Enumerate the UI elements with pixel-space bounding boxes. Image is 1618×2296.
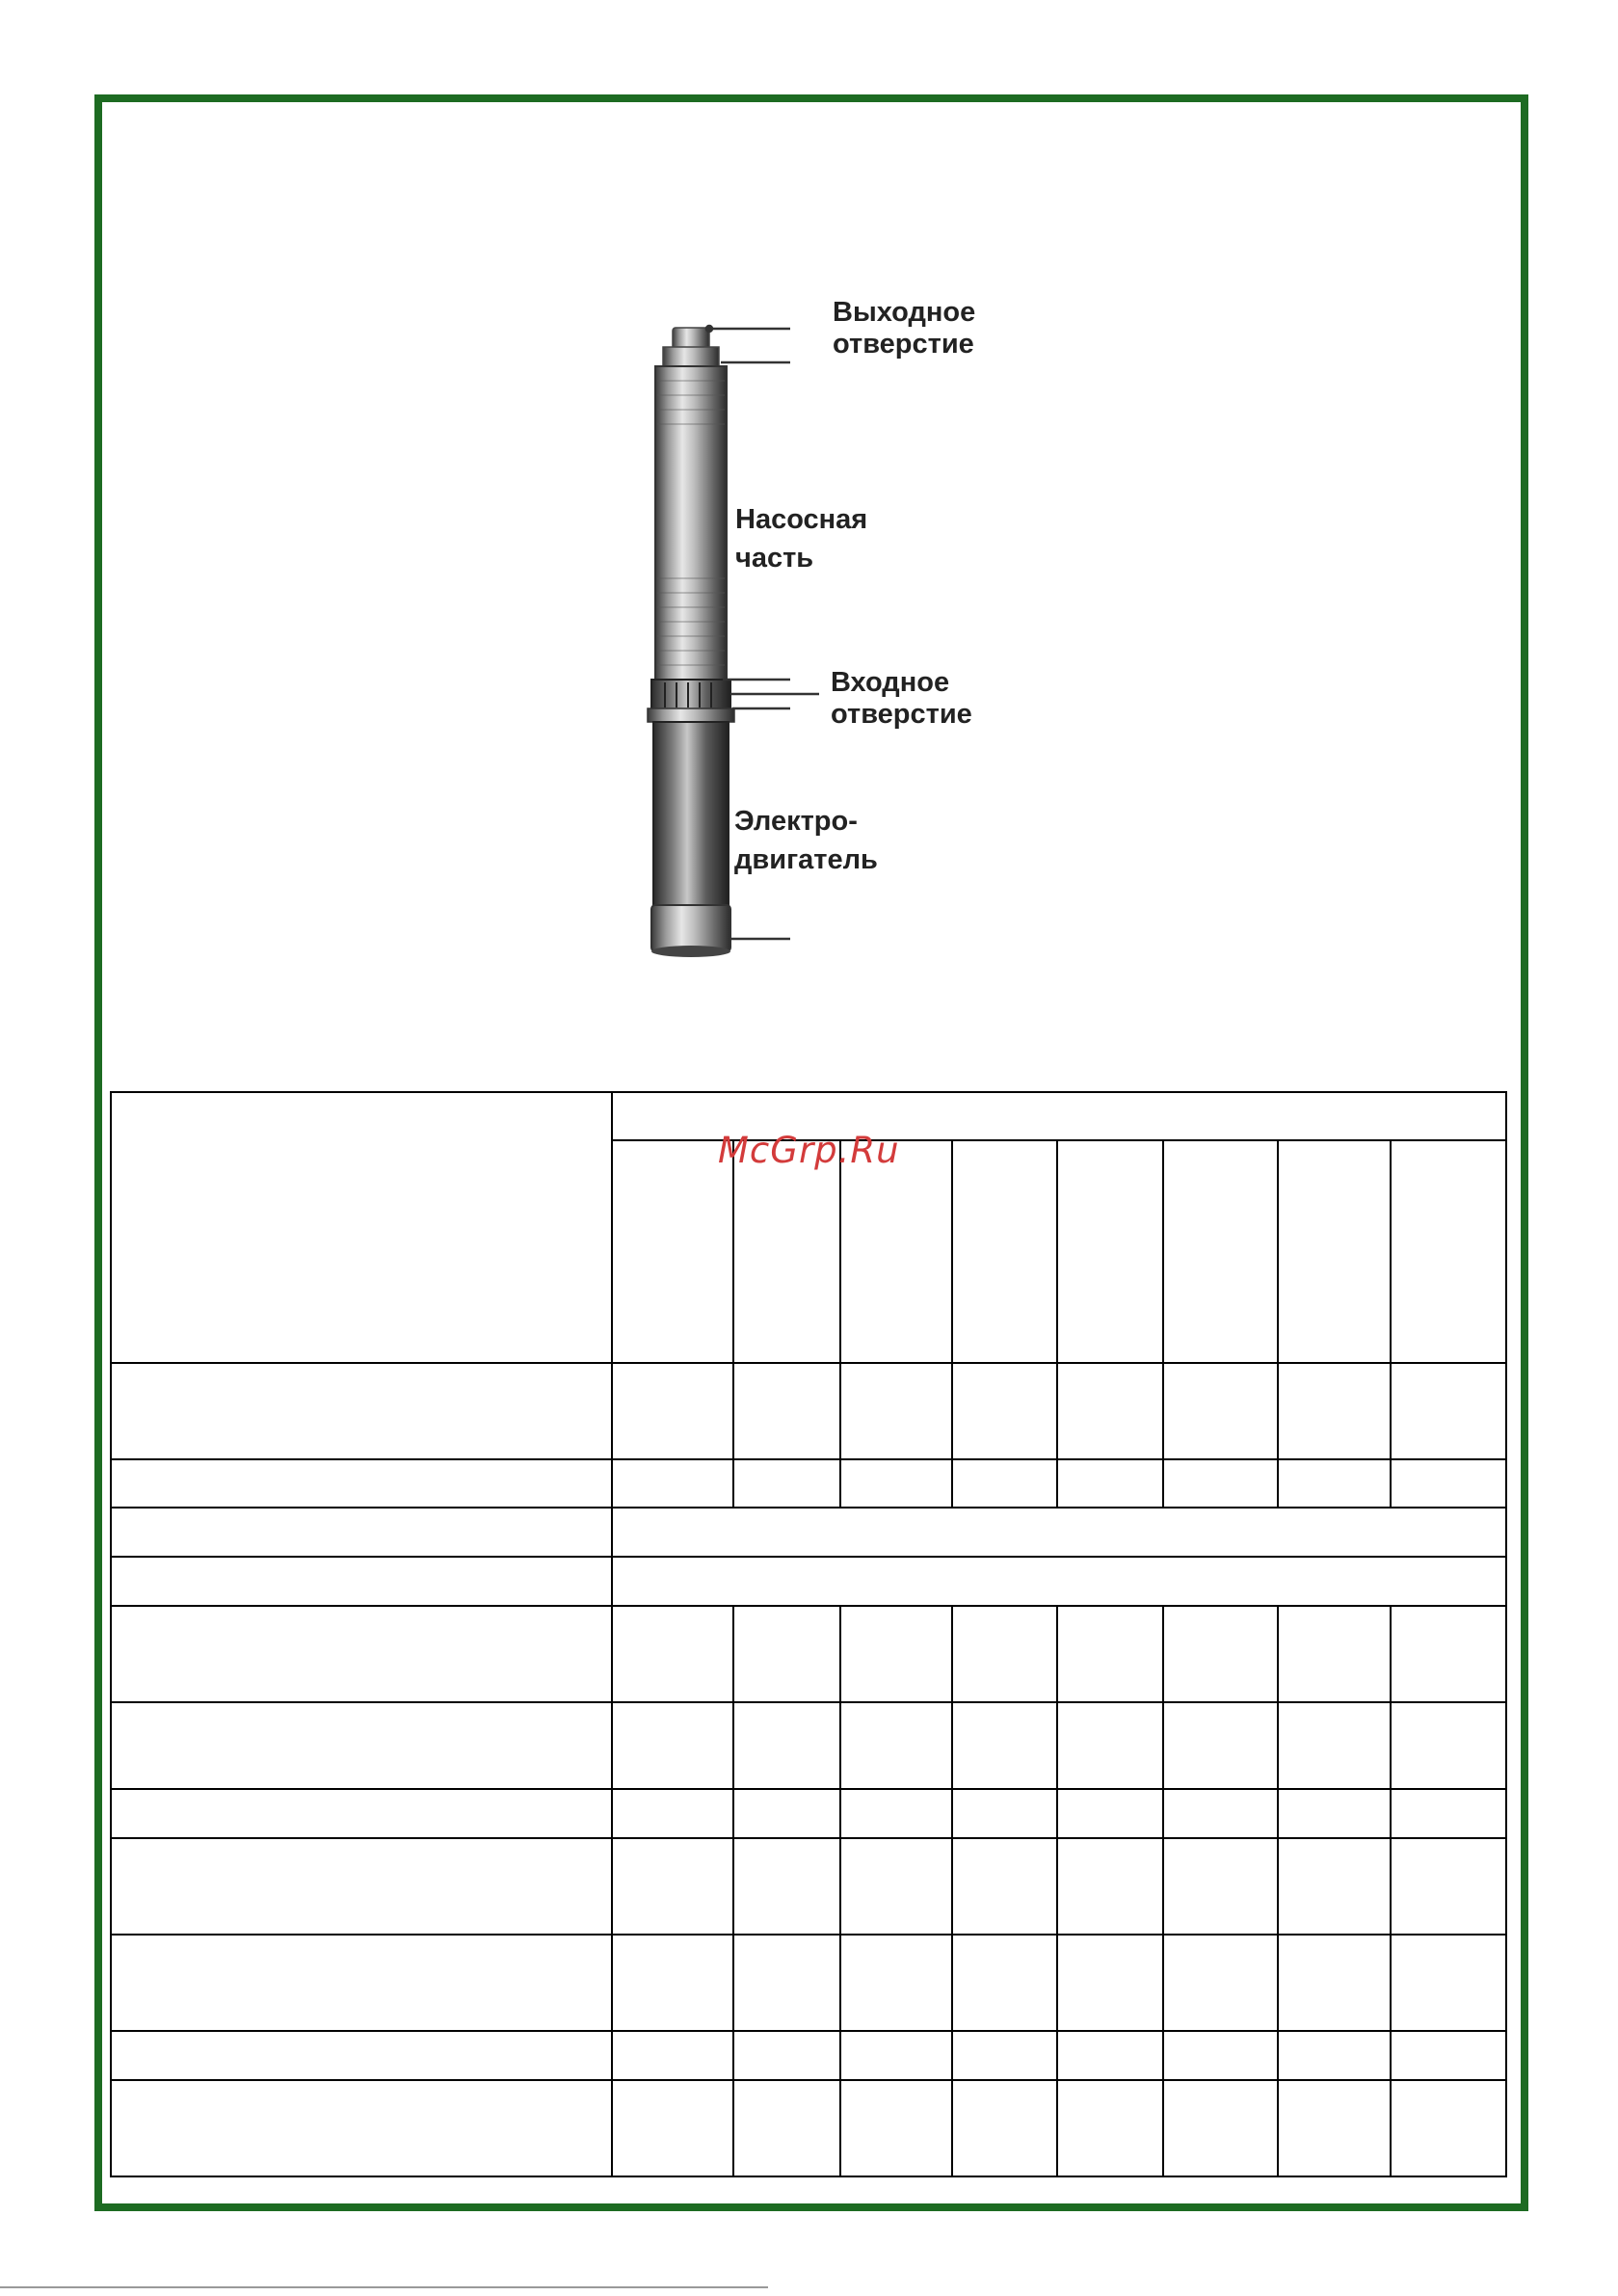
- table-cell: [1057, 1935, 1162, 2031]
- watermark: McGrp.Ru: [718, 1130, 900, 1171]
- table-merged-cell: [612, 1508, 1506, 1557]
- table-row: [111, 1838, 1506, 1935]
- table-cell: [1278, 1838, 1391, 1935]
- outlet-head: [663, 347, 719, 368]
- table-cell: [1163, 1838, 1278, 1935]
- table-cell: [1163, 1789, 1278, 1838]
- table-cell: [1391, 1789, 1506, 1838]
- table-cell: [952, 1363, 1057, 1459]
- table-row: [111, 1606, 1506, 1702]
- table-cell: [1057, 1606, 1162, 1702]
- table-cell: [1278, 2080, 1391, 2176]
- table-cell: [1391, 1606, 1506, 1702]
- table-cell: [1391, 1459, 1506, 1508]
- table-cell: [612, 1789, 732, 1838]
- table-cell: [111, 1363, 612, 1459]
- motor-cap: [651, 905, 730, 951]
- table-cell: [952, 1702, 1057, 1789]
- model-header-cell: [733, 1140, 841, 1363]
- table-cell: [111, 1935, 612, 2031]
- table-cell: [111, 1557, 612, 1606]
- table-cell: [1278, 1935, 1391, 2031]
- table-cell: [840, 2031, 952, 2080]
- table-cell: [733, 1789, 841, 1838]
- motor-base: [651, 946, 730, 957]
- table-cell: [733, 2080, 841, 2176]
- header-parameter-cell: [111, 1092, 612, 1363]
- table-cell: [612, 1702, 732, 1789]
- table-cell: [111, 1702, 612, 1789]
- table-cell: [612, 1459, 732, 1508]
- table-cell: [1163, 1459, 1278, 1508]
- table-cell: [1163, 1363, 1278, 1459]
- table-row: [111, 1508, 1506, 1557]
- table-cell: [1278, 1363, 1391, 1459]
- table-cell: [1391, 1363, 1506, 1459]
- table-cell: [1278, 2031, 1391, 2080]
- table-cell: [952, 1459, 1057, 1508]
- table-cell: [1057, 1838, 1162, 1935]
- table-cell: [840, 1789, 952, 1838]
- table-cell: [111, 1508, 612, 1557]
- table-row: [111, 1935, 1506, 2031]
- specifications-table: [110, 1091, 1507, 2177]
- model-header-cell: [840, 1140, 952, 1363]
- table-cell: [733, 1606, 841, 1702]
- table-cell: [733, 2031, 841, 2080]
- table-cell: [612, 2080, 732, 2176]
- table-cell: [1057, 2080, 1162, 2176]
- table-row: [111, 1459, 1506, 1508]
- table-cell: [1278, 1789, 1391, 1838]
- table-cell: [612, 1606, 732, 1702]
- table-cell: [1278, 1459, 1391, 1508]
- table-cell: [840, 2080, 952, 2176]
- table-cell: [1057, 1789, 1162, 1838]
- table-cell: [1163, 2031, 1278, 2080]
- label-pump-section: Насосная часть: [735, 504, 868, 574]
- table-cell: [952, 1838, 1057, 1935]
- table-cell: [111, 1838, 612, 1935]
- table-cell: [111, 1459, 612, 1508]
- table-cell: [733, 1702, 841, 1789]
- model-header-cell: [952, 1140, 1057, 1363]
- table-cell: [1391, 2080, 1506, 2176]
- table-cell: [1163, 1702, 1278, 1789]
- table-cell: [952, 2031, 1057, 2080]
- table-row: [111, 2031, 1506, 2080]
- table-cell: [733, 1838, 841, 1935]
- model-header-cell: [1163, 1140, 1278, 1363]
- model-header-cell: [1278, 1140, 1391, 1363]
- label-inlet: Входное отверстие: [831, 667, 972, 730]
- inlet-collar: [648, 708, 734, 722]
- table-cell: [111, 1789, 612, 1838]
- table-cell: [1391, 1702, 1506, 1789]
- table-cell: [1391, 1838, 1506, 1935]
- table-cell: [840, 1935, 952, 2031]
- table-cell: [952, 1935, 1057, 2031]
- table-cell: [612, 1935, 732, 2031]
- table-merged-cell: [612, 1557, 1506, 1606]
- table-cell: [840, 1838, 952, 1935]
- table-row: [111, 1789, 1506, 1838]
- table-cell: [1057, 1702, 1162, 1789]
- table-cell: [1057, 1363, 1162, 1459]
- table-cell: [1278, 1702, 1391, 1789]
- table-row: [111, 1363, 1506, 1459]
- table-row: [111, 1557, 1506, 1606]
- table-cell: [111, 1606, 612, 1702]
- table-cell: [1163, 2080, 1278, 2176]
- table-cell: [840, 1702, 952, 1789]
- table-cell: [840, 1606, 952, 1702]
- table-cell: [952, 2080, 1057, 2176]
- motor-body: [653, 722, 729, 905]
- table-cell: [952, 1606, 1057, 1702]
- table-cell: [1391, 1935, 1506, 2031]
- inlet-screen: [651, 680, 730, 710]
- table-row: [111, 1702, 1506, 1789]
- model-header-cell: [612, 1140, 732, 1363]
- model-header-cell: [1057, 1140, 1162, 1363]
- model-header-cell: [1391, 1140, 1506, 1363]
- table-cell: [111, 2080, 612, 2176]
- outlet-cap: [673, 328, 709, 349]
- label-motor: Электро- двигатель: [734, 806, 878, 875]
- table-cell: [1391, 2031, 1506, 2080]
- table-cell: [1163, 1606, 1278, 1702]
- table-cell: [612, 1838, 732, 1935]
- table-cell: [733, 1459, 841, 1508]
- table-cell: [952, 1789, 1057, 1838]
- table-cell: [612, 1363, 732, 1459]
- table-cell: [840, 1459, 952, 1508]
- table-cell: [1057, 1459, 1162, 1508]
- label-outlet: Выходное отверстие: [833, 297, 976, 360]
- table-cell: [1278, 1606, 1391, 1702]
- table-cell: [612, 2031, 732, 2080]
- page-footer-divider: [0, 2286, 768, 2288]
- table-cell: [733, 1363, 841, 1459]
- pump-body: [655, 366, 727, 680]
- table-cell: [1163, 1935, 1278, 2031]
- table-cell: [840, 1363, 952, 1459]
- table-cell: [111, 2031, 612, 2080]
- table-cell: [733, 1935, 841, 2031]
- table-cell: [1057, 2031, 1162, 2080]
- table-row: [111, 2080, 1506, 2176]
